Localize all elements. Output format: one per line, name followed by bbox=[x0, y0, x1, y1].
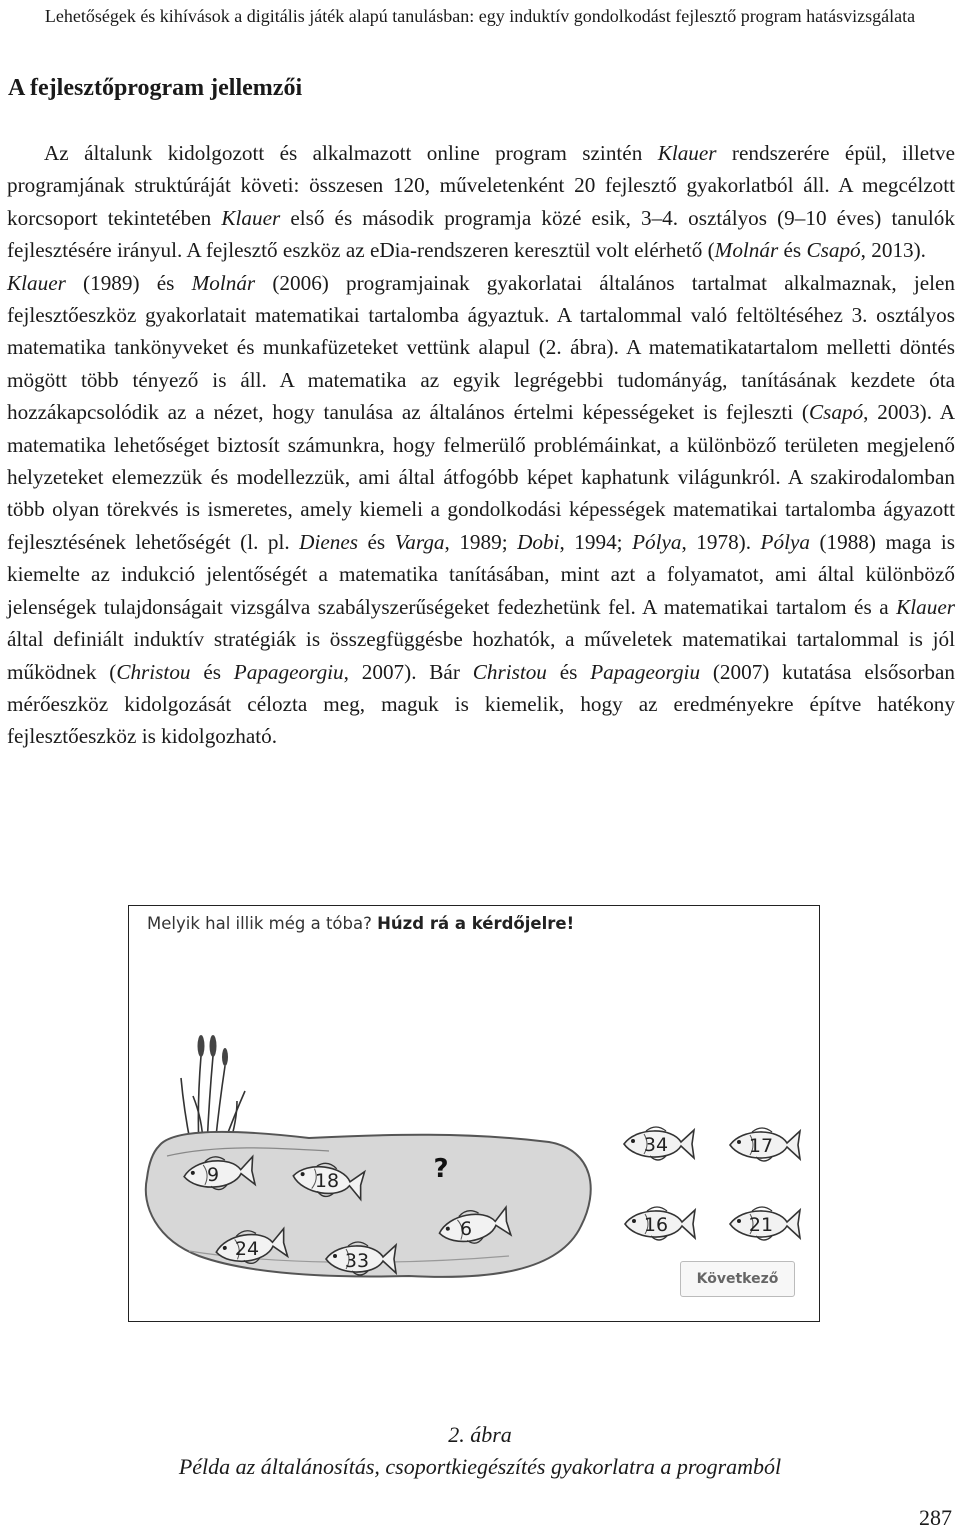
paragraph-2 bbox=[7, 267, 955, 753]
author-name: Molnár bbox=[714, 238, 779, 263]
text-span: és bbox=[358, 529, 395, 554]
author-name: Klauer bbox=[657, 141, 717, 165]
author-name: Christou bbox=[472, 659, 547, 684]
author-name: Csapó bbox=[809, 400, 864, 425]
section-title: A fejlesztőprogram jellemzői bbox=[8, 75, 303, 101]
text-span: Az általunk kidolgozott és alkalmazott online program szintén bbox=[44, 141, 658, 165]
pond-illustration bbox=[129, 906, 819, 1321]
paragraph-1 bbox=[7, 137, 955, 267]
author-name: Dienes bbox=[299, 529, 359, 554]
author-name: Papageorgiu bbox=[233, 659, 344, 684]
text-span: , 1978). bbox=[681, 529, 761, 554]
question-mark-target[interactable]: ? bbox=[433, 1154, 449, 1184]
text-span: , 2013). bbox=[860, 238, 926, 263]
option-fish-4-number[interactable]: 21 bbox=[748, 1214, 774, 1236]
instruction-text: Húzd rá a kérdőjelre! bbox=[377, 914, 575, 933]
text-span: és bbox=[778, 238, 807, 263]
exercise-question bbox=[147, 914, 574, 933]
author-name: Klauer bbox=[896, 594, 955, 619]
pond-fish-3-number: 24 bbox=[234, 1238, 260, 1260]
text-span: (1988) maga is kiemelte az indukció jelentőségét a matematika tanításában, mint azt a folyamatot, ami által különböző jelenségek tulajdonságait vizsgálva szabályszerűségeket fedezhetünk fel. A matematikai tartalom és a bbox=[7, 529, 955, 619]
text-span: (2007) kutatása elsősorban mérőeszköz kidolgozását célozta meg, maguk is kiemelik, hogy az eredményekre építve hatékony fejlesztőeszköz is kidolgozható. bbox=[7, 659, 956, 749]
option-fish-1-number[interactable]: 34 bbox=[643, 1134, 669, 1156]
pond-fish-4-number: 33 bbox=[344, 1250, 370, 1272]
text-span: (1989) és bbox=[65, 270, 192, 295]
next-button[interactable]: Következő bbox=[680, 1261, 795, 1297]
author-name: Csapó bbox=[806, 238, 861, 263]
text-span: rendszerére épül, illetve programjának struktúráját követi: összesen 120, műveletenként 20 fejlesztő gyakorlatból áll. A megcélzott korcsoport tekintetében bbox=[7, 141, 956, 230]
text-span: első és második programja közé esik, 3–4. osztályos (9–10 éves) tanulók fejlesztésére irányul. A fejlesztő eszköz az eDia-rendszeren keresztül volt elérhető ( bbox=[7, 205, 955, 263]
figure-caption: Példa az általánosítás, csoportkiegészítés gyakorlatra a programból bbox=[178, 1454, 782, 1479]
author-name: Molnár bbox=[191, 270, 256, 295]
author-name: Pólya bbox=[760, 529, 810, 554]
text-span: által definiált induktív stratégiák is összegfüggésbe hozhatók, a műveletek matematikai tartalommal is jól működnek ( bbox=[7, 627, 955, 684]
question-text: Melyik hal illik még a tóba? bbox=[147, 914, 372, 933]
pond-fish-1-number: 9 bbox=[206, 1164, 220, 1186]
option-fish-3-number[interactable]: 16 bbox=[643, 1214, 669, 1236]
page-number: 287 bbox=[919, 1505, 952, 1530]
text-span: és bbox=[546, 659, 591, 684]
text-span: , 2003). A matematika lehetőséget biztosít számunkra, hogy felmerülő problémáinkat, a különböző területen megjelenő helyzeteket elemezzük és modellezzük, ami által átfogóbb képet kaphatunk világunkról. A szakirodalomban több olyan törekvés is ismeretes, amely kiemeli a gondolkodási képességek matematikai tartalomba ágyazott fejlesztésének lehetőségét (l. pl. bbox=[7, 400, 956, 554]
option-fish-2-number[interactable]: 17 bbox=[748, 1135, 774, 1157]
body-text bbox=[7, 137, 955, 753]
author-name: Christou bbox=[116, 659, 191, 684]
author-name: Pólya bbox=[632, 529, 682, 554]
pond-fish-2-number: 18 bbox=[314, 1170, 340, 1192]
text-span: , 1989; bbox=[444, 529, 518, 554]
author-name: Papageorgiu bbox=[590, 659, 701, 684]
pond-fish-5-number: 6 bbox=[459, 1218, 473, 1240]
text-span: , 1994; bbox=[559, 529, 633, 554]
running-header: Lehetőségek és kihívások a digitális játék alapú tanulásban: egy induktív gondolkodást fejlesztő program hatásvizsgálata bbox=[44, 6, 916, 26]
text-span: (2006) programjainak gyakorlatai általános tartalmat alkalmaznak, jelen fejlesztőeszköz gyakorlatait matematikai tartalomba ágyaztuk. A tartalommal való feltöltéséhez 3. osztályos matematika tankönyveket és munkafüzeteket vettünk alapul (2. ábra). A matematikatartalom melletti döntés mögött több tényező is áll. A matematika az egyik legrégebbi tudományág, tanításának kezdete óta hozzákapcsolódik az a nézet, hogy tanulása az általános értelmi képességeket is fejleszti ( bbox=[7, 270, 955, 425]
figure-number: 2. ábra bbox=[448, 1422, 512, 1447]
text-span: , 2007). Bár bbox=[343, 659, 473, 684]
figure-exercise-screenshot bbox=[128, 905, 820, 1322]
author-name: Klauer bbox=[221, 205, 281, 230]
author-name: Dobi bbox=[517, 529, 560, 554]
author-name: Varga bbox=[394, 529, 445, 554]
author-name: Klauer bbox=[7, 270, 66, 295]
text-span: és bbox=[190, 659, 234, 684]
